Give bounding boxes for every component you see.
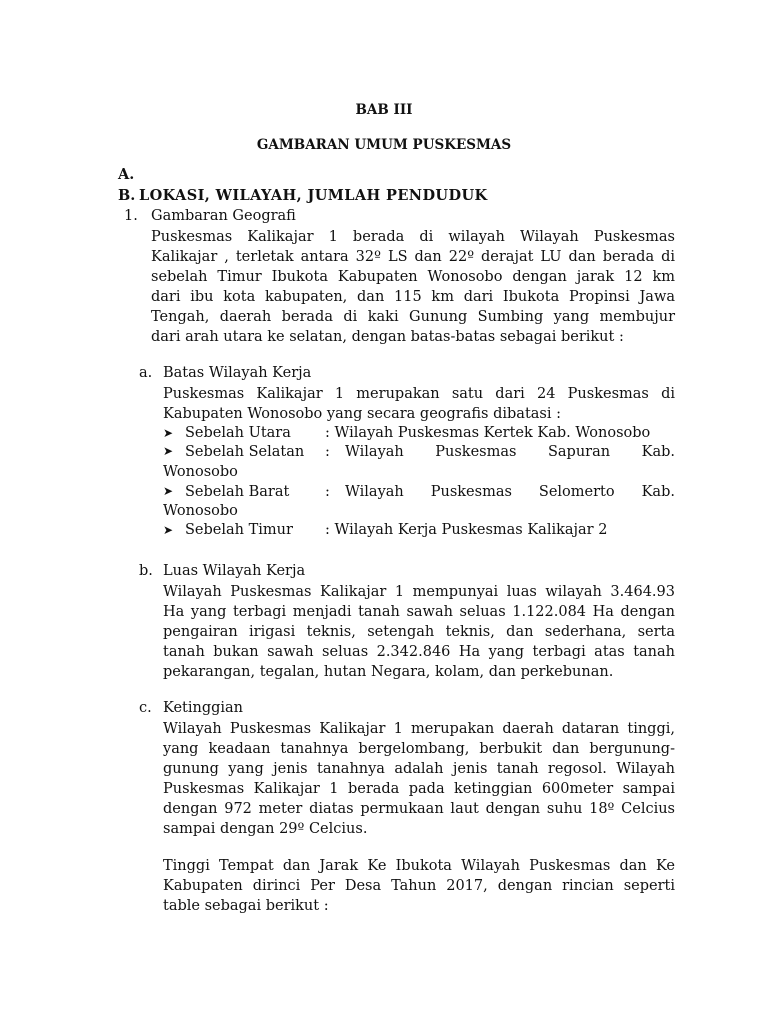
boundary-west — [163, 484, 675, 504]
boundary-separator: : — [325, 522, 330, 538]
boundary-value: Wilayah Kerja Puskesmas Kalikajar 2 — [334, 522, 608, 538]
paragraph-line: Wilayah Puskesmas Kalikajar 1 mempunyai luas wilayah 3.464.93 — [163, 584, 675, 600]
paragraph-line: Puskesmas Kalikajar 1 berada pada ketinggian 600meter sampai — [163, 781, 675, 797]
sub-b-marker: b. — [139, 563, 153, 579]
paragraph-line: yang keadaan tanahnya bergelombang, berbukit dan bergunung- — [163, 741, 675, 757]
sub-a-title: Batas Wilayah Kerja — [163, 365, 312, 381]
paragraph-line: Kabupaten Wonosobo yang secara geografis dibatasi : — [163, 406, 561, 422]
value-word: Kab. — [641, 484, 675, 500]
value-word: Wilayah — [345, 484, 404, 500]
sub-c-paragraph-2 — [163, 856, 675, 916]
boundary-west-wrap: Wonosobo — [163, 503, 238, 519]
boundary-east — [163, 522, 675, 542]
paragraph-line: gunung yang jenis tanahnya adalah jenis tanah regosol. Wilayah — [163, 761, 675, 777]
boundary-label: Sebelah Barat — [185, 484, 290, 500]
boundary-value — [345, 444, 675, 460]
boundary-separator: : — [325, 425, 330, 441]
boundary-separator: : — [325, 484, 330, 500]
paragraph-line: table sebagai berikut : — [163, 898, 329, 914]
sub-c-title: Ketinggian — [163, 700, 244, 716]
paragraph-line: Ha yang terbagi menjadi tanah sawah seluas 1.122.084 Ha dengan — [163, 604, 675, 620]
boundary-south-wrap: Wonosobo — [163, 464, 238, 480]
sub-a-paragraph — [163, 384, 675, 424]
section-a-marker: A. — [118, 166, 135, 183]
arrow-bullet-icon: ➤ — [163, 484, 174, 498]
value-word: Kab. — [641, 444, 675, 460]
chapter-title: GAMBARAN UMUM PUSKESMAS — [256, 137, 512, 153]
value-word: Sapuran — [547, 444, 611, 460]
boundary-value — [345, 484, 675, 500]
paragraph-line: dengan 972 meter diatas permukaan laut dengan suhu 18º Celcius — [163, 801, 675, 817]
paragraph-line: Wilayah Puskesmas Kalikajar 1 merupakan daerah dataran tinggi, — [163, 721, 675, 737]
item1-title: Gambaran Geografi — [151, 208, 296, 224]
paragraph-line: Kabupaten dirinci Per Desa Tahun 2017, dengan rincian seperti — [163, 878, 675, 894]
boundary-label: Sebelah Timur — [185, 522, 293, 538]
sub-b-title: Luas Wilayah Kerja — [163, 563, 306, 579]
arrow-bullet-icon: ➤ — [163, 444, 174, 458]
section-b-marker: B. — [118, 187, 136, 204]
value-word: Puskesmas — [430, 484, 512, 500]
paragraph-line: sampai dengan 29º Celcius. — [163, 821, 368, 837]
arrow-bullet-icon: ➤ — [163, 523, 174, 537]
paragraph-line: sebelah Timur Ibukota Kabupaten Wonosobo dengan jarak 12 km — [151, 269, 675, 285]
sub-c-marker: c. — [139, 700, 152, 716]
section-b-title: LOKASI, WILAYAH, JUMLAH PENDUDUK — [139, 187, 488, 204]
value-word: Puskesmas — [435, 444, 517, 460]
paragraph-line: Tinggi Tempat dan Jarak Ke Ibukota Wilayah Puskesmas dan Ke — [163, 858, 675, 874]
paragraph-line: Tengah, daerah berada di kaki Gunung Sumbing yang membujur — [151, 309, 675, 325]
boundary-south — [163, 444, 675, 464]
value-word: Wilayah — [345, 444, 404, 460]
boundary-value: Wilayah Puskesmas Kertek Kab. Wonosobo — [334, 425, 651, 441]
value-word: Selomerto — [538, 484, 615, 500]
paragraph-line: pengairan irigasi teknis, setengah teknis, dan sederhana, serta — [163, 624, 675, 640]
paragraph-line: Puskesmas Kalikajar 1 merupakan satu dari 24 Puskesmas di — [163, 386, 675, 402]
sub-c-paragraph — [163, 719, 675, 839]
paragraph-line: Kalikajar , terletak antara 32º LS dan 22º derajat LU dan berada di — [151, 249, 675, 265]
boundary-label: Sebelah Utara — [185, 425, 291, 441]
boundary-separator: : — [325, 444, 330, 460]
paragraph-line: pekarangan, tegalan, hutan Negara, kolam, dan perkebunan. — [163, 664, 614, 680]
paragraph-line: dari ibu kota kabupaten, dan 115 km dari Ibukota Propinsi Jawa — [151, 289, 675, 305]
boundary-north — [163, 425, 675, 445]
chapter-heading: BAB III — [355, 102, 413, 118]
paragraph-line: dari arah utara ke selatan, dengan batas-batas sebagai berikut : — [151, 329, 624, 345]
item1-number: 1. — [124, 208, 138, 224]
boundary-label: Sebelah Selatan — [185, 444, 305, 460]
sub-a-marker: a. — [139, 365, 153, 381]
sub-b-paragraph — [163, 582, 675, 682]
arrow-bullet-icon: ➤ — [163, 426, 174, 440]
item1-paragraph — [151, 227, 675, 347]
paragraph-line: tanah bukan sawah seluas 2.342.846 Ha yang terbagi atas tanah — [163, 644, 675, 660]
paragraph-line: Puskesmas Kalikajar 1 berada di wilayah Wilayah Puskesmas — [151, 229, 675, 245]
